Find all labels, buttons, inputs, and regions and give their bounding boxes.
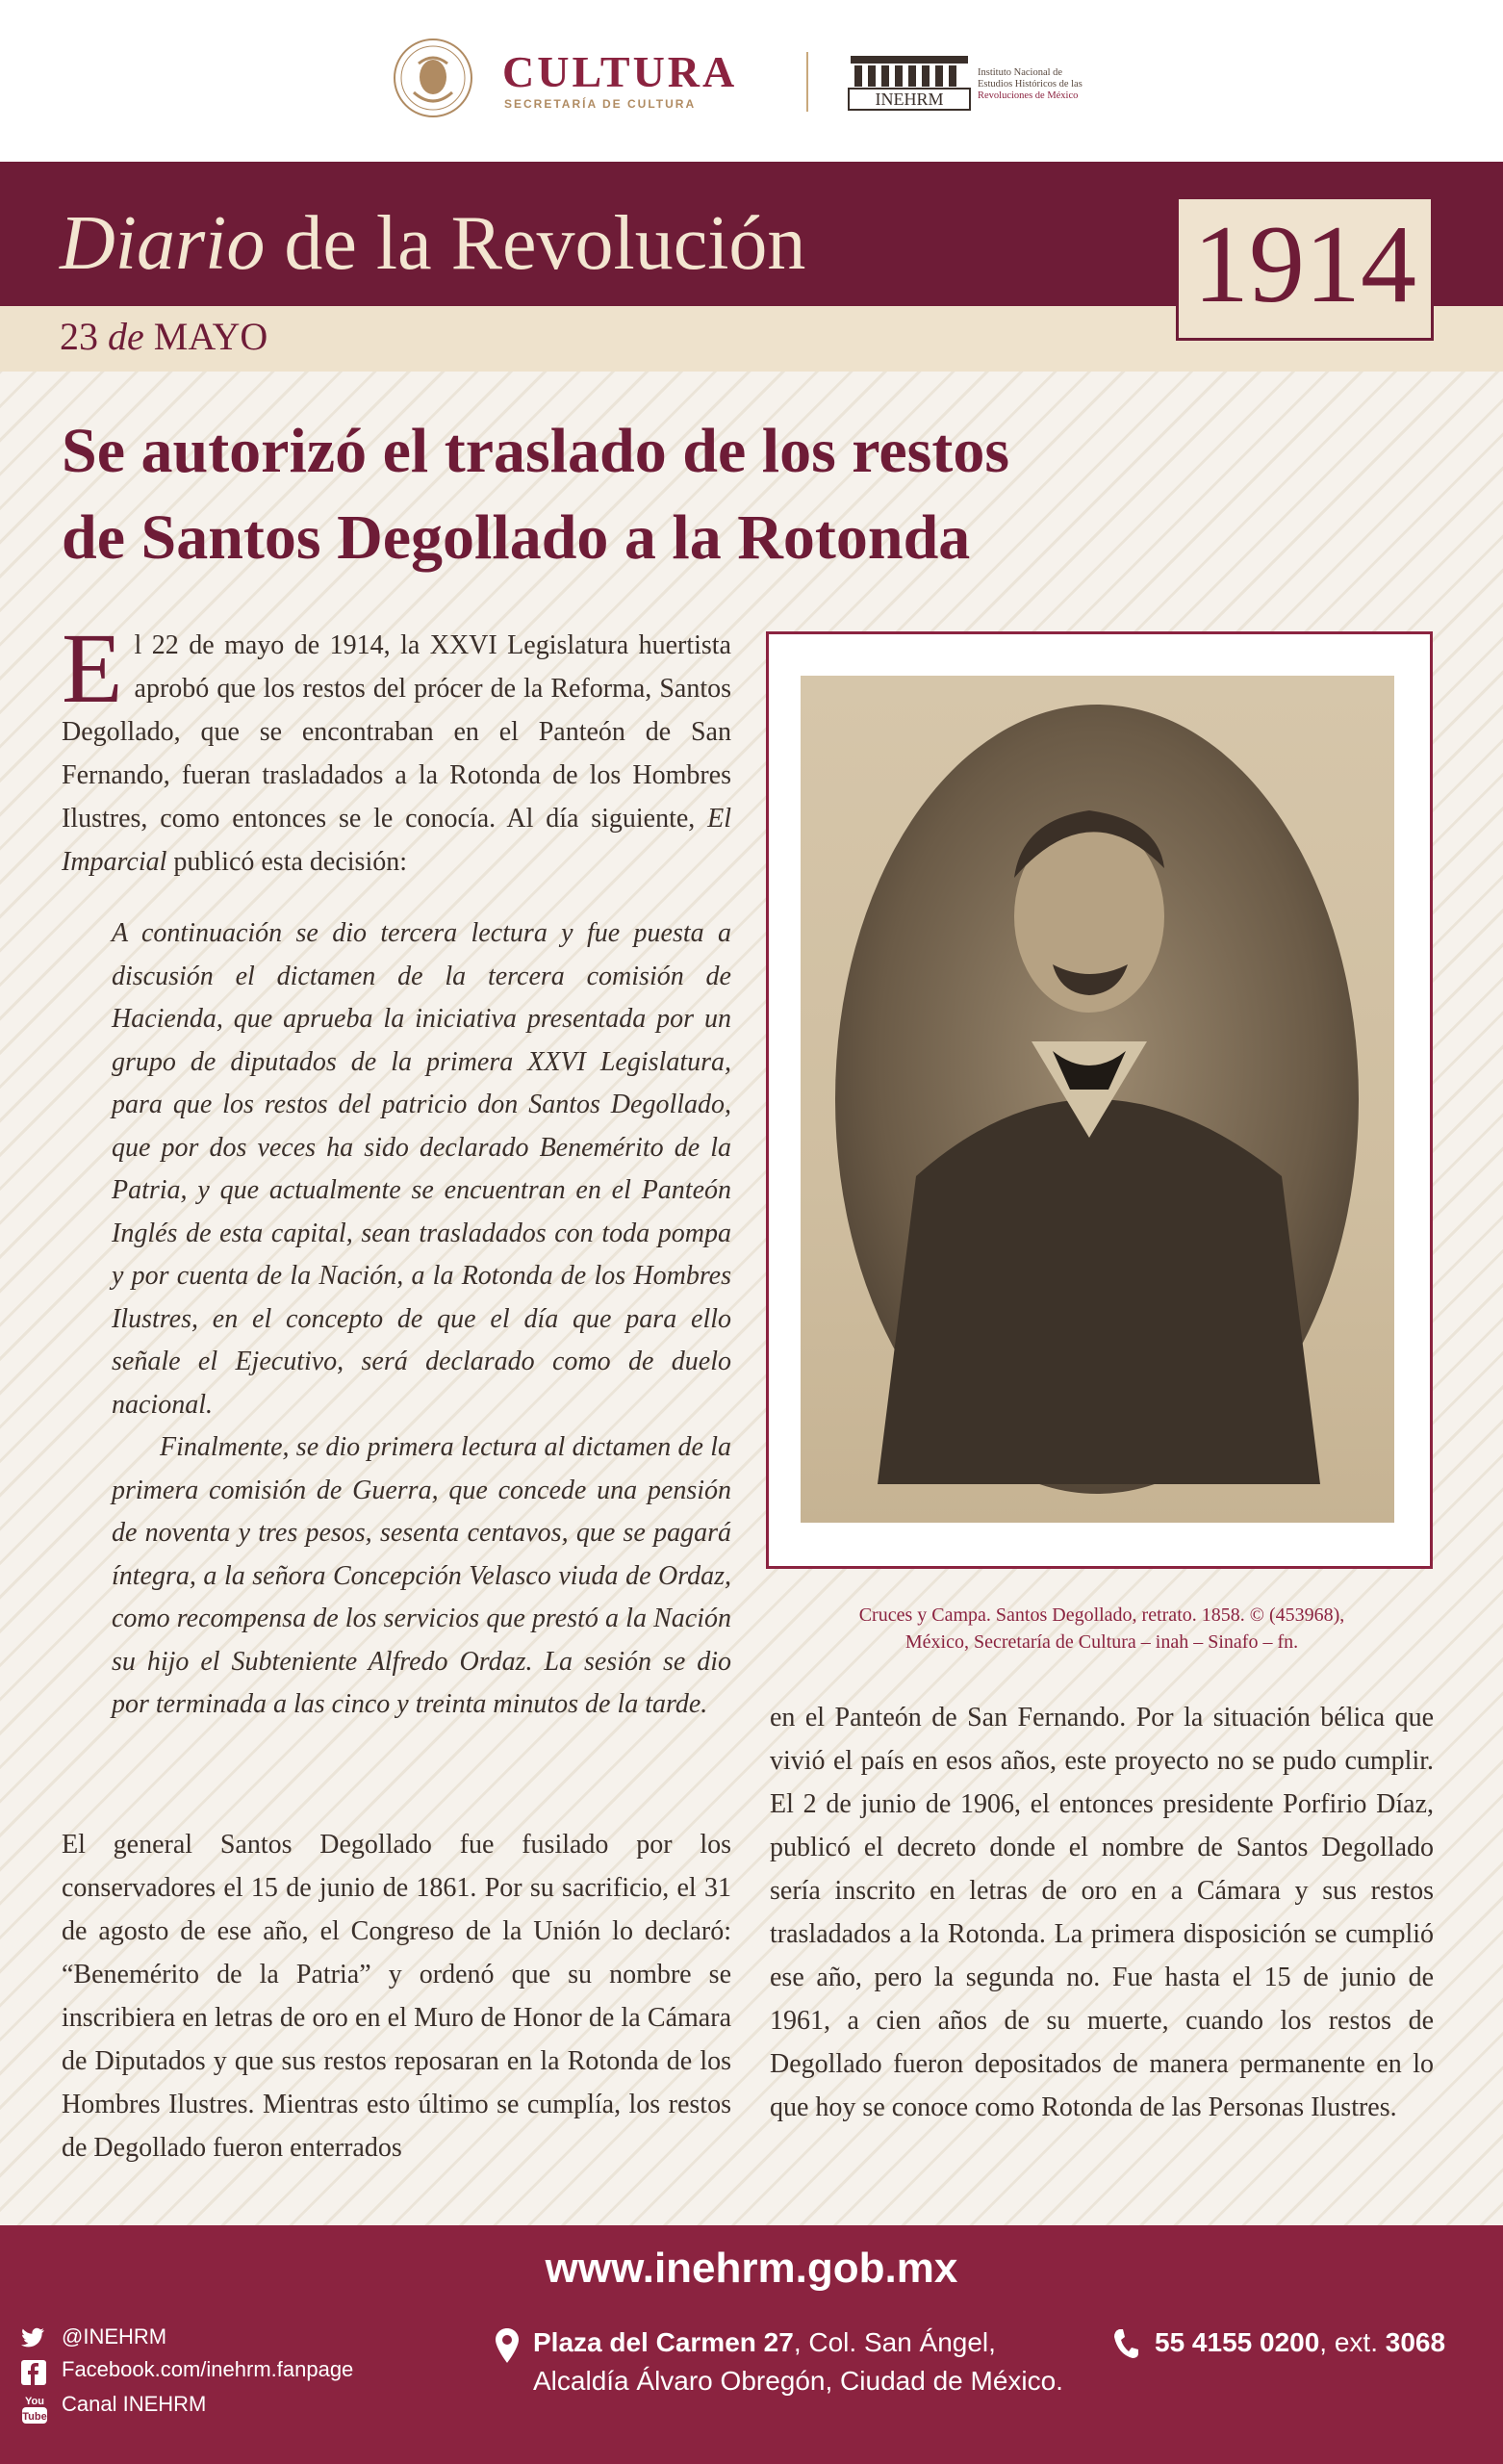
logo-bar	[0, 0, 1503, 162]
youtube-icon[interactable]	[21, 2393, 48, 2426]
quote-paragraph: Finalmente, se dio primera lectura al dictamen de la primera comisión de Guerra, que concede una pensión de noventa y tres pesos, sesenta centavos, que se pagará íntegra, a la señora Concepción Velasco viuda de Ordaz, como recompensa de los servicios que prestó a la Nación su hijo el Subteniente Alfredo Ordaz. La sesión se dio por terminada a las cinco y treinta minutos de la tarde.	[112, 1432, 731, 1719]
logo-divider	[806, 52, 808, 112]
twitter-handle[interactable]: @INEHRM	[62, 2324, 167, 2348]
headline: Se autorizó el traslado de los restos de Santos Degollado a la Rotonda	[62, 416, 1010, 573]
inehrm-building-icon	[847, 52, 972, 112]
article-intro: El 22 de mayo de 1914, la XXVI Legislatura huertista aprobó que los restos del prócer de la Reforma, Santos Degollado, que se encontraban en el Panteón de San Fernando, fueran trasladados a la Rotonda de los Hombres Ilustres, como entonces se le conocía. Al día siguiente, El Imparcial publicó esta decisión:	[62, 613, 731, 877]
svg-text:INEHRM: INEHRM	[875, 90, 944, 109]
article-body-right: en el Panteón de San Fernando. Por la situación bélica que vivió el país en esos años, este proyecto no se pudo cumplir. El 2 de junio de 1906, el entonces presidente Porfirio Díaz, publicó el decreto donde el nombre de Santos Degollado sería inscrito en letras de oro en a Cámara y sus restos trasladados a la Rotonda. La primera disposición se cumplió ese año, pero la segunda no. Fue hasta el 15 de junio de 1961, a cien años de su muerte, cuando los restos de Degollado fueron depositados de manera permanente en lo que hoy se conoce como Rotonda de las Personas Ilustres.	[770, 1703, 1434, 2122]
photo-caption: Cruces y Campa. Santos Degollado, retrato. 1858. © (453968), México, Secretaría de Cultura – inah – Sinafo – fn.	[858, 1604, 1345, 1653]
inehrm-institute-name: Instituto Nacional de Estudios Históricos de las Revoluciones de México	[978, 67, 1083, 101]
portrait-photo	[801, 676, 1394, 1523]
twitter-icon[interactable]	[21, 2325, 46, 2350]
drop-cap: E	[62, 613, 123, 724]
website-link[interactable]: www.inehrm.gob.mx	[545, 2245, 958, 2292]
phone-number[interactable]: 55 4155 0200, ext. 3068	[1155, 2327, 1446, 2357]
location-pin-icon	[495, 2327, 520, 2364]
cultura-logo-text: CULTURA	[502, 47, 738, 96]
newspaper-name: El Imparcial	[62, 804, 731, 877]
phone-icon	[1112, 2327, 1139, 2360]
date-label: 23 de MAYO	[60, 315, 268, 358]
svg-text:You: You	[25, 2396, 44, 2407]
quote-paragraph: A continuación se dio tercera lectura y fue puesta a discusión el dictamen de la tercera comisión de Hacienda, que aprueba la iniciativa presentada por un grupo de diputados de la primera XXVI Legislatura, para que los restos del patricio don Santos Degollado, que por dos veces ha sido declarado Benemérito de la Patria, y que actualmente se encuentran en el Panteón Inglés de esta capital, sean trasladados con toda pompa y por cuenta de la Nación, a la Rotonda de los Hombres Ilustres, en el concepto de que el día que para ello señale el Ejecutivo, será declarado como de duelo nacional.	[112, 918, 731, 1420]
portrait-oval-image	[801, 676, 1394, 1523]
address: Plaza del Carmen 27, Col. San Ángel, Alcaldía Álvaro Obregón, Ciudad de México.	[533, 2327, 1063, 2396]
national-seal-icon	[390, 35, 496, 121]
cultura-logo-subtitle: SECRETARÍA DE CULTURA	[504, 97, 697, 111]
facebook-icon[interactable]	[21, 2360, 46, 2385]
svg-text:Tube: Tube	[22, 2411, 47, 2423]
facebook-link[interactable]: Facebook.com/inehrm.fanpage	[62, 2357, 354, 2381]
youtube-channel[interactable]: Canal INEHRM	[62, 2392, 207, 2416]
article-body-left: El general Santos Degollado fue fusilado por los conservadores el 15 de junio de 1861. Por su sacrificio, el 31 de agosto de ese año, el Congreso de la Unión lo declaró: “Benemérito de la Patria” y ordenó que su nombre se inscribiera en letras de oro en el Muro de Honor de la Cámara de Diputados y que sus restos reposaran en la Rotonda de los Hombres Ilustres. Mientras esto último se cumplía, los restos de Degollado fueron enterrados	[62, 1830, 731, 2163]
block-quote	[112, 912, 731, 1727]
year-label: 1914	[1193, 203, 1416, 326]
publication-title: Diario de la Revolución	[60, 201, 806, 286]
